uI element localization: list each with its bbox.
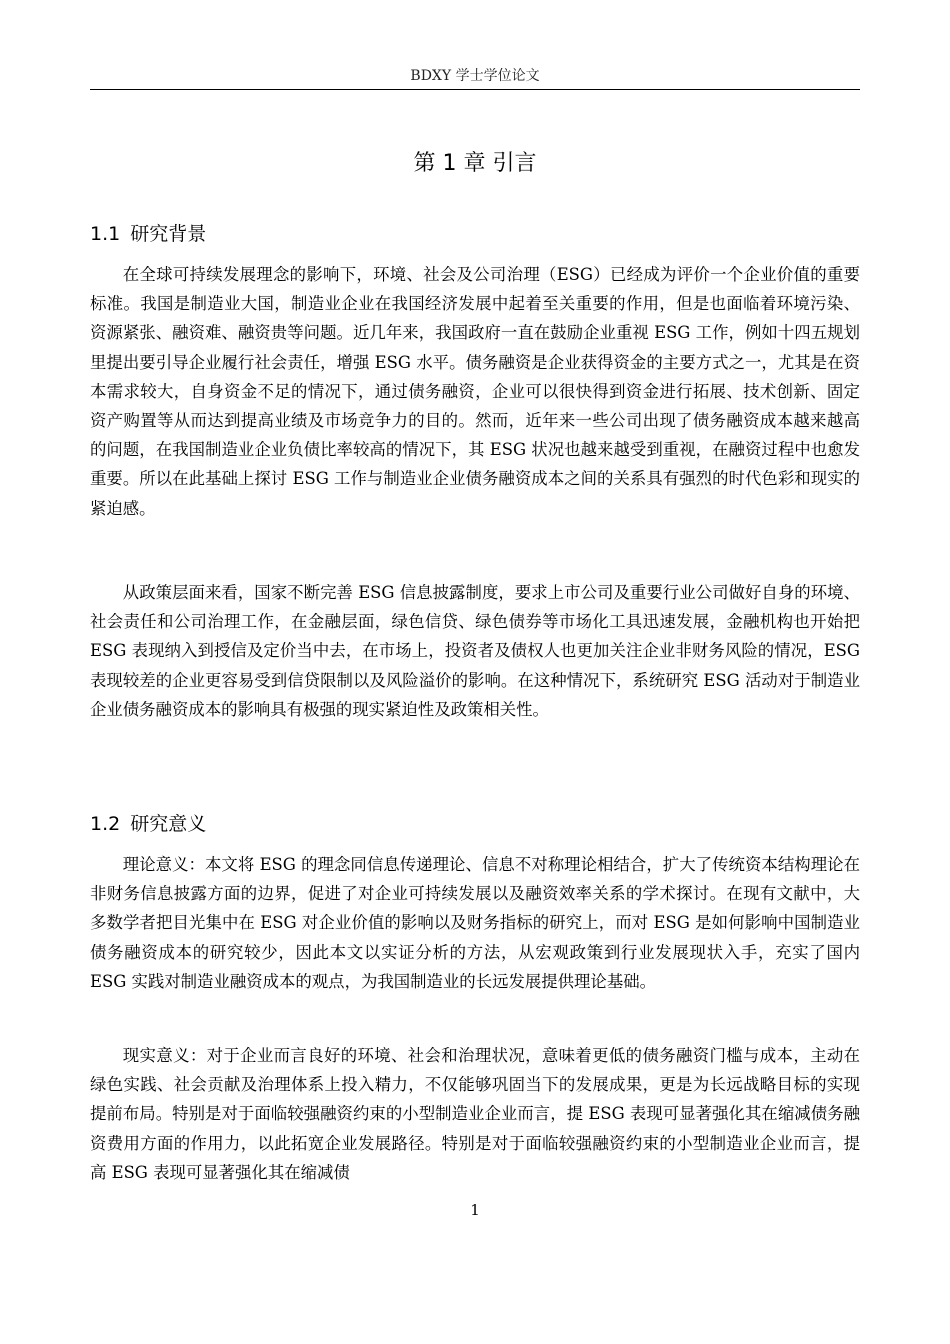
section-number: 1.1 <box>90 223 121 245</box>
body-paragraph: 从政策层面来看，国家不断完善 ESG 信息披露制度，要求上市公司及重要行业公司做好自身的环境、社会责任和公司治理工作，在金融层面，绿色信贷、绿色债券等市场化工具迅速发展，金融机构也开始把 ESG 表现纳入到授信及定价当中去，在市场上，投资者及债权人也更加关注企业非财务风险的情况，ESG 表现较差的企业更容易受到信贷限制以及风险溢价的影响。在这种情况下，系统研究 ESG 活动对于制造业企业债务融资成本的影响具有极强的现实紧迫性及政策相关性。 <box>90 583 860 719</box>
section-title: 研究意义 <box>130 813 207 835</box>
body-paragraph: 理论意义：本文将 ESG 的理念同信息传递理论、信息不对称理论相结合，扩大了传统资本结构理论在非财务信息披露方面的边界，促进了对企业可持续发展以及融资效率关系的学术探讨。在现有文献中，大多数学者把目光集中在 ESG 对企业价值的影响以及财务指标的研究上，而对 ESG 是如何影响中国制造业债务融资成本的研究较少，因此本文以实证分析的方法，从宏观政策到行业发展现状入手，充实了国内 ESG 实践对制造业融资成本的观点，为我国制造业的长远发展提供理论基础。 <box>90 855 860 991</box>
section-heading-1-1 <box>90 220 860 248</box>
section-number: 1.2 <box>90 813 121 835</box>
section-title: 研究背景 <box>130 223 207 245</box>
page-number: 1 <box>470 1201 480 1219</box>
body-paragraph: 现实意义：对于企业而言良好的环境、社会和治理状况，意味着更低的债务融资门槛与成本，主动在绿色实践、社会贡献及治理体系上投入精力，不仅能够巩固当下的发展成果，更是为长远战略目标的实现提前布局。特别是对于面临较强融资约束的小型制造业企业而言，提 ESG 表现可显著强化其在缩减债务融资费用方面的作用力，以此拓宽企业发展路径。特别是对于面临较强融资约束的小型制造业企业而言，提高 ESG 表现可显著强化其在缩减债 <box>90 1046 860 1182</box>
section-heading-1-2 <box>90 810 860 838</box>
running-header: BDXY 学士学位论文 <box>410 68 540 84</box>
body-paragraph: 在全球可持续发展理念的影响下，环境、社会及公司治理（ESG）已经成为评价一个企业价值的重要标准。我国是制造业大国，制造业企业在我国经济发展中起着至关重要的作用，但是也面临着环境污染、资源紧张、融资难、融资贵等问题。近几年来，我国政府一直在鼓励企业重视 ESG 工作，例如十四五规划里提出要引导企业履行社会责任，增强 ESG 水平。债务融资是企业获得资金的主要方式之一，尤其是在资本需求较大，自身资金不足的情况下，通过债务融资，企业可以很快得到资金进行拓展、技术创新、固定资产购置等从而达到提高业绩及市场竞争力的目的。然而，近年来一些公司出现了债务融资成本越来越高的问题，在我国制造业企业负债比率较高的情况下，其 ESG 状况也越来越受到重视，在融资过程中也愈发重要。所以在此基础上探讨 ESG 工作与制造业企业债务融资成本之间的关系具有强烈的时代色彩和现实的紧迫感。 <box>90 265 860 518</box>
chapter-title: 第 1 章 引言 <box>413 151 537 176</box>
header-divider <box>90 89 860 90</box>
